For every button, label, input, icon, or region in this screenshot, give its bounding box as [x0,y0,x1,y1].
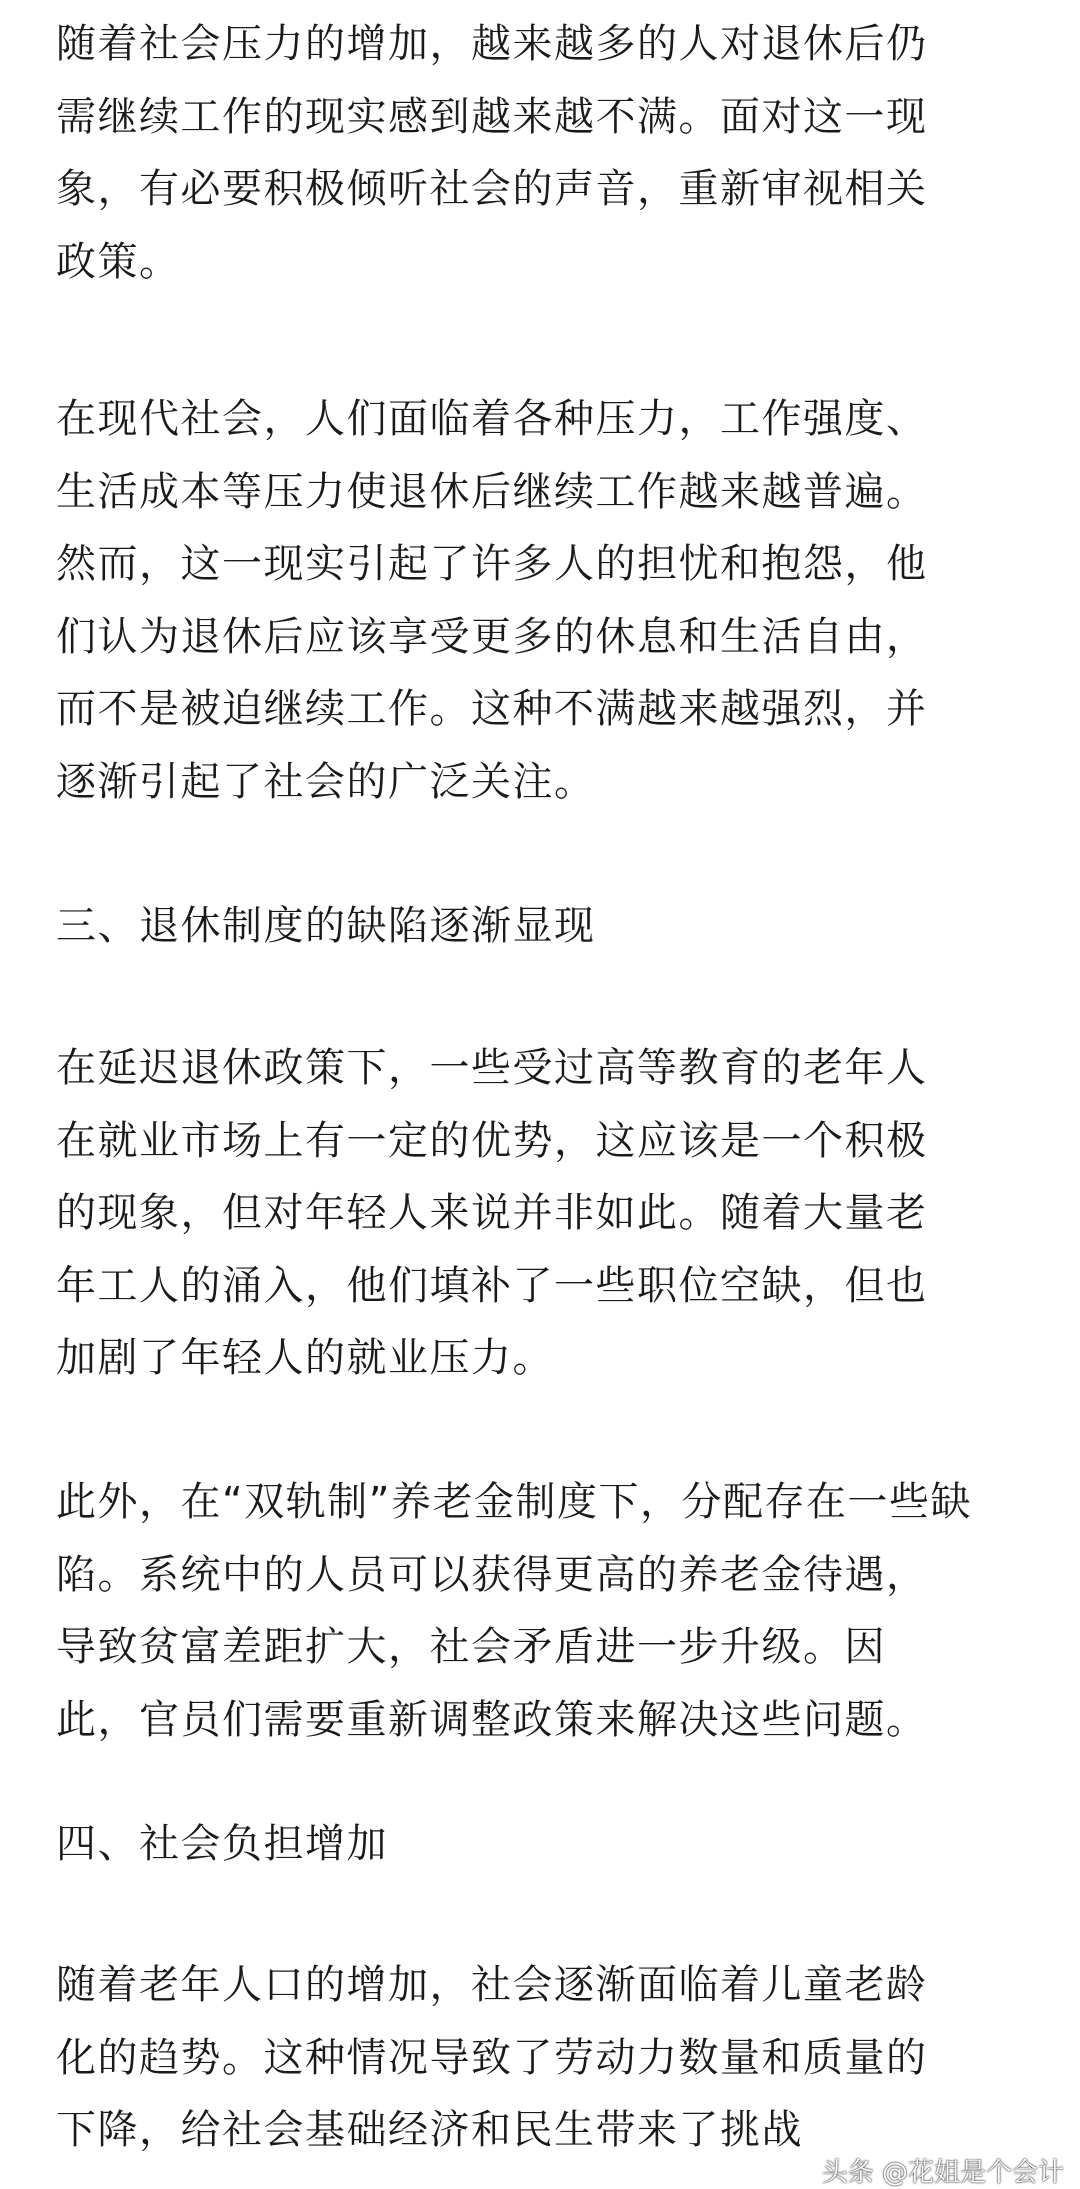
text-line: 象，有必要积极倾听社会的声音，重新审视相关 [56,166,928,212]
text-line: 陷。系统中的人员可以获得更高的养老金待遇， [56,1551,928,1598]
text-line: 的现象，但对年轻人来说并非如此。随着大量老 [56,1190,928,1236]
text-line: 此，官员们需要重新调整政策来解决这些问题。 [56,1696,928,1743]
text-line: 政策。 [56,238,181,285]
text-line: 化的趋势。这种情况导致了劳动力数量和质量的 [56,2034,928,2081]
text-line: 年工人的涌入，他们填补了一些职位空缺，但也 [56,1262,928,1309]
section-heading-3: 三、退休制度的缺陷逐渐显现 [56,903,596,949]
text-line: 随着老年人口的增加，社会逐渐面临着儿童老龄 [56,1962,928,2008]
paragraph-5 [56,1949,1026,2167]
text-line: 逐渐引起了社会的广泛关注。 [56,758,596,805]
paragraph-2 [56,383,1026,818]
text-line: 们认为退休后应该享受更多的休息和生活自由， [56,613,928,660]
text-line: 在延迟退休政策下，一些受过高等教育的老年人 [56,1045,928,1091]
section-heading-4: 四、社会负担增加 [56,1821,388,1867]
text-line: 加剧了年轻人的就业压力。 [56,1335,554,1381]
text-line: 导致贫富差距扩大，社会矛盾进一步升级。因 [56,1624,886,1670]
text-line: 生活成本等压力使退休后继续工作越来越普遍。 [56,468,928,515]
text-line: 在就业市场上有一定的优势，这应该是一个积极 [56,1117,928,1164]
text-line: 此外，在“双轨制”养老金制度下，分配存在一些缺 [56,1479,972,1525]
text-line: 随着社会压力的增加，越来越多的人对退休后仍 [56,21,928,67]
paragraph-4 [56,1466,1026,1756]
text-line: 需继续工作的现实感到越来越不满。面对这一现 [56,93,928,140]
paragraph-3 [56,1032,1026,1395]
text-line: 下降，给社会基础经济和民生带来了挑战 [56,2107,803,2153]
text-line: 在现代社会，人们面临着各种压力，工作强度、 [56,396,928,442]
text-line: 而不是被迫继续工作。这种不满越来越强烈，并 [56,686,928,732]
paragraph-1 [56,8,1026,298]
text-line: 然而，这一现实引起了许多人的担忧和抱怨，他 [56,541,928,587]
author-watermark: 头条 @花姐是个会计 [821,2158,1064,2188]
